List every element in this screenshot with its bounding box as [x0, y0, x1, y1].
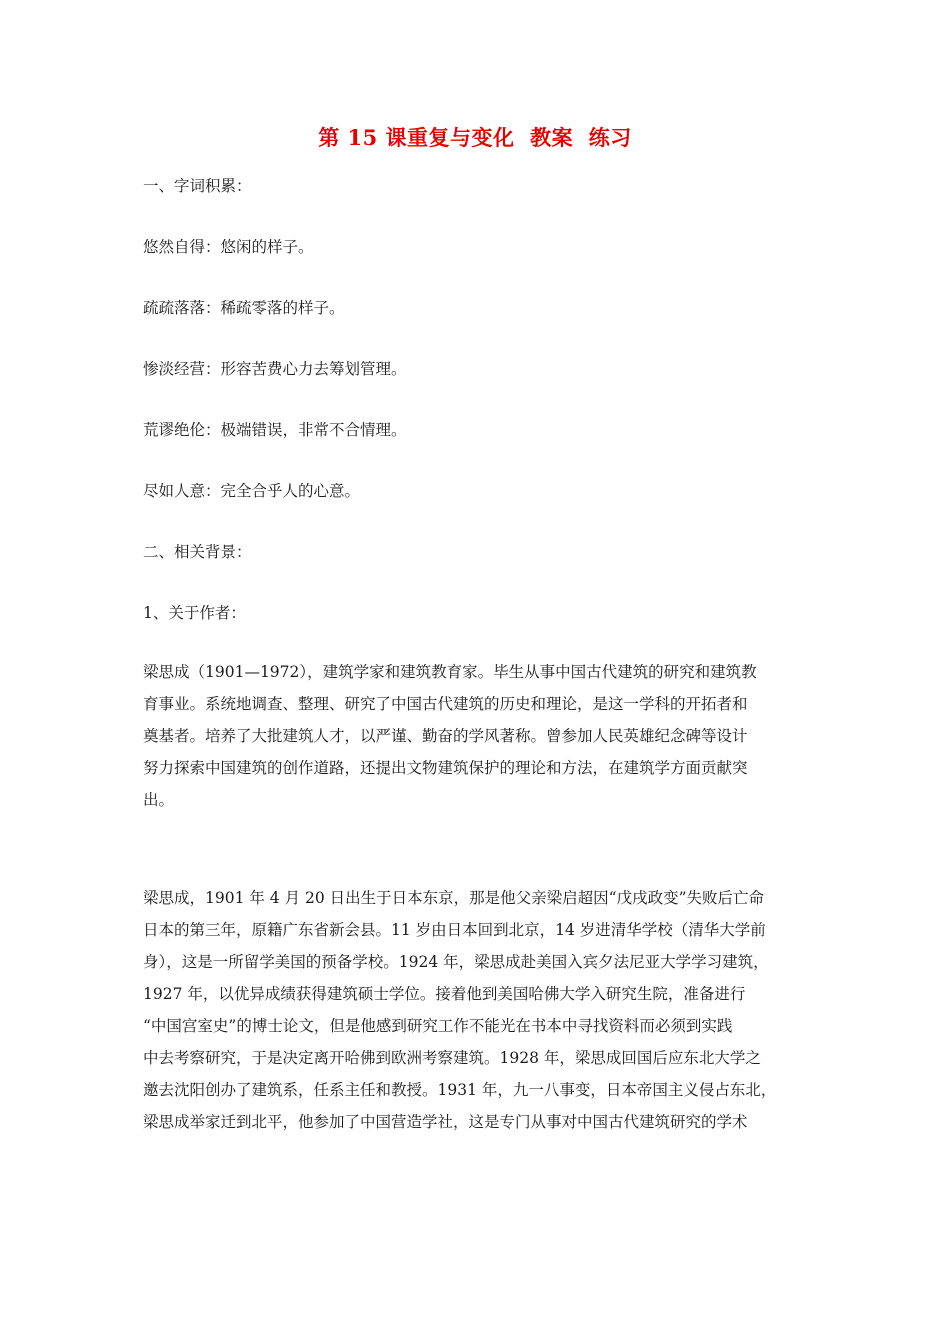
author-paragraph-1	[143, 656, 813, 816]
paragraph-line: 育事业。系统地调查、整理、研究了中国古代建筑的历史和理论，是这一学科的开拓者和	[143, 695, 748, 713]
vocab-item: 荒谬绝伦：极端错误，非常不合情理。	[143, 421, 407, 439]
paragraph-line: 日本的第三年，原籍广东省新会县。11 岁由日本回到北京，14 岁进清华学校（清华大学前	[143, 921, 766, 939]
paragraph-line: “中国宫室史”的博士论文，但是他感到研究工作不能光在书本中寻找资料而必须到实践	[143, 1017, 733, 1035]
paragraph-line: 梁思成，1901 年 4 月 20 日出生于日本东京，那是他父亲梁启超因“戊戌政变”失败后亡命	[143, 889, 765, 907]
paragraph-line: 奠基者。培养了大批建筑人才，以严谨、勤奋的学风著称。曾参加人民英雄纪念碑等设计	[143, 727, 748, 745]
paragraph-line: 努力探索中国建筑的创作道路，还提出文物建筑保护的理论和方法，在建筑学方面贡献突	[143, 759, 748, 777]
vocab-item: 疏疏落落：稀疏零落的样子。	[143, 299, 345, 317]
document-title: 第 15 课重复与变化 教案 练习	[318, 125, 632, 150]
author-paragraph-2	[143, 882, 813, 1138]
paragraph-line: 梁思成（1901—1972），建筑学家和建筑教育家。毕生从事中国古代建筑的研究和建筑教	[143, 663, 757, 681]
subsection-heading-author: 1、关于作者：	[143, 604, 246, 622]
paragraph-line: 出。	[143, 791, 175, 809]
paragraph-line: 中去考察研究，于是决定离开哈佛到欧洲考察建筑。1928 年，梁思成回国后应东北大学之	[143, 1049, 761, 1067]
paragraph-line: 身），这是一所留学美国的预备学校。1924 年，梁思成赴美国入宾夕法尼亚大学学习建筑，	[143, 953, 769, 971]
vocab-item: 尽如人意：完全合乎人的心意。	[143, 482, 361, 500]
vocab-item: 悠然自得：悠闲的样子。	[143, 238, 314, 256]
paragraph-line: 梁思成举家迁到北平，他参加了中国营造学社，这是专门从事对中国古代建筑研究的学术	[143, 1113, 748, 1131]
section-heading-background: 二、相关背景：	[143, 543, 252, 561]
section-heading-vocab: 一、字词积累：	[143, 177, 252, 195]
paragraph-line: 1927 年，以优异成绩获得建筑硕士学位。接着他到美国哈佛大学入研究生院，准备进行	[143, 985, 746, 1003]
paragraph-line: 邀去沈阳创办了建筑系，任系主任和教授。1931 年，九一八事变，日本帝国主义侵占东北，	[143, 1081, 777, 1099]
vocab-item: 惨淡经营：形容苦费心力去筹划管理。	[143, 360, 407, 378]
